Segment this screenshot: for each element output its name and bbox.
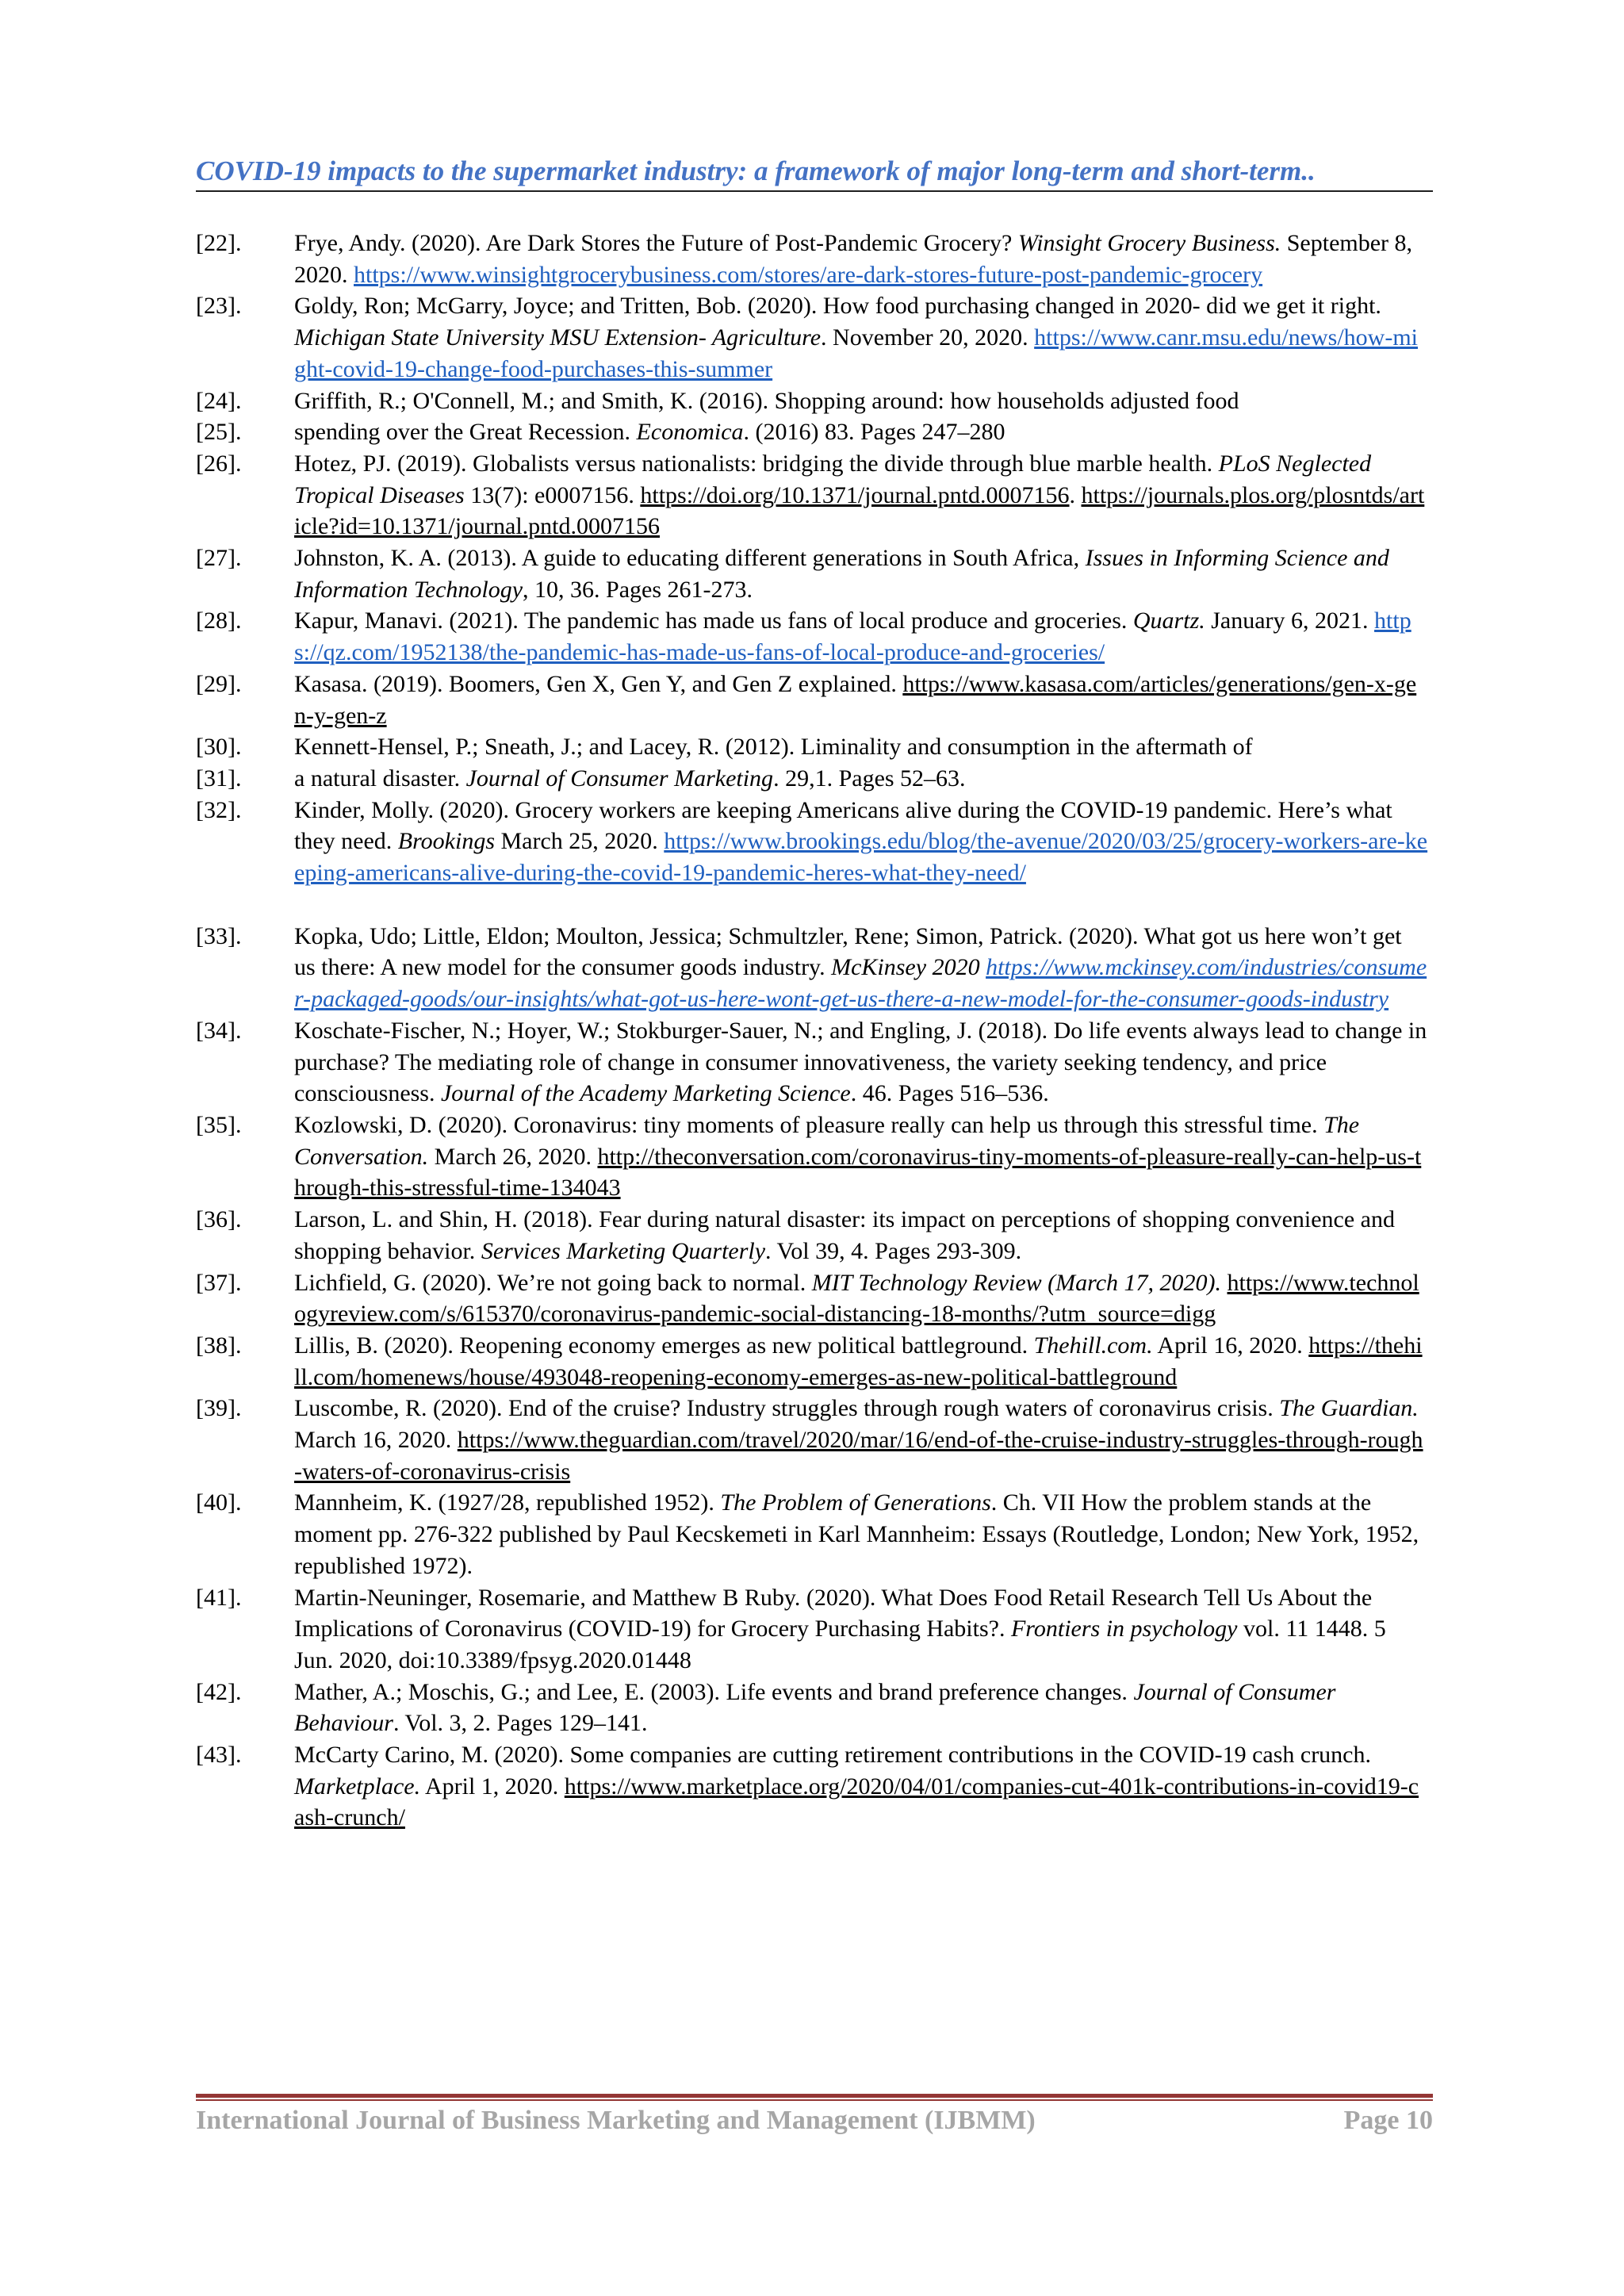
reference-authors-title: Kinder, Molly. (2020). Grocery workers are keeping Americans alive during the COVID-19 pandemic. Here’s what they need. — [294, 796, 1392, 855]
running-title: COVID-19 impacts to the supermarket industry: a framework of major long-term and short-term.. — [196, 155, 1316, 186]
reference-number: [25]. — [196, 419, 242, 446]
reference-source: MIT Technology Review (March 17, 2020). — [811, 1269, 1222, 1296]
reference-item — [196, 542, 1433, 605]
reference-number: [33]. — [196, 922, 242, 949]
reference-number: [24]. — [196, 387, 242, 414]
reference-source: Issues in Informing Science and Information Technology — [294, 545, 1389, 603]
reference-source: Journal of Consumer Marketing — [465, 765, 774, 792]
reference-authors-title: a natural disaster. — [294, 765, 466, 792]
reference-item — [196, 1330, 1433, 1393]
reference-item — [196, 1582, 1433, 1677]
reference-authors-title: Frye, Andy. (2020). Are Dark Stores the Future of Post-Pandemic Grocery? — [294, 230, 1018, 256]
journal-name: International Journal of Business Marketing and Management (IJBMM) — [196, 2106, 1036, 2135]
reference-authors-title: Kapur, Manavi. (2021). The pandemic has made us fans of local produce and groceries. — [294, 608, 1133, 634]
reference-details: . 29,1. Pages 52–63. — [773, 765, 966, 792]
reference-text — [294, 669, 1433, 731]
reference-authors-title: Martin-Neuninger, Rosemarie, and Matthew B Ruby. (2020). What Does Food Retail Research Tell Us About the Implications of Coronavirus (COVID-19) for Grocery Purchasing Habits?. — [294, 1584, 1373, 1642]
reference-number: [23]. — [196, 293, 242, 320]
page-footer — [196, 2106, 1433, 2136]
reference-text — [294, 1267, 1433, 1330]
reference-item — [196, 228, 1433, 290]
reference-separator: . — [1069, 481, 1082, 508]
reference-source: Thehill.com. — [1033, 1332, 1153, 1359]
reference-text — [294, 416, 1433, 448]
reference-authors-title: Johnston, K. A. (2013). A guide to educating different generations in South Africa, — [294, 545, 1086, 572]
reference-source: Marketplace. — [294, 1773, 421, 1800]
reference-details: January 6, 2021. — [1205, 608, 1375, 634]
reference-details — [1221, 1270, 1228, 1296]
reference-text — [294, 1204, 1433, 1267]
reference-text — [294, 1330, 1433, 1393]
reference-text — [294, 1015, 1433, 1110]
reference-number: [35]. — [196, 1111, 242, 1138]
reference-details: March 25, 2020. — [495, 828, 665, 855]
reference-authors-title: Koschate-Fischer, N.; Hoyer, W.; Stokburger-Sauer, N.; and Engling, J. (2018). Do life events always lead to change in purchase? The mediating role of change in consumer innovativeness, the variety seeking tendency, and price consciousness. — [294, 1017, 1427, 1107]
reference-list — [196, 228, 1433, 1834]
reference-source: Quartz. — [1132, 608, 1205, 634]
reference-number: [28]. — [196, 608, 242, 634]
reference-source: The Guardian. — [1279, 1395, 1419, 1422]
reference-text — [294, 1487, 1433, 1581]
reference-item — [196, 416, 1433, 448]
reference-link[interactable]: https://journals.plos.org/plosntds/article?id=10.1371/journal.pntd.0007156 — [294, 481, 1425, 540]
reference-authors-title: Kozlowski, D. (2020). Coronavirus: tiny moments of pleasure really can help us through this stressful time. — [294, 1111, 1324, 1138]
reference-link[interactable]: https://www.theguardian.com/travel/2020/mar/16/end-of-the-cruise-industry-struggles-through-rough-waters-of-coronavirus-crisis — [294, 1427, 1423, 1485]
reference-authors-title: Larson, L. and Shin, H. (2018). Fear during natural disaster: its impact on perceptions of shopping convenience and shopping behavior. — [294, 1206, 1395, 1264]
reference-link[interactable]: https://www.kasasa.com/articles/generations/gen-x-gen-y-gen-z — [294, 670, 1417, 729]
reference-link[interactable]: https://www.winsightgrocerybusiness.com/stores/are-dark-stores-future-post-pandemic-grocery — [354, 261, 1263, 288]
reference-link[interactable]: https://www.marketplace.org/2020/04/01/companies-cut-401k-contributions-in-covid19-cash-crunch/ — [294, 1773, 1419, 1831]
reference-number: [34]. — [196, 1017, 242, 1044]
reference-source: Economica — [636, 419, 744, 446]
reference-link[interactable]: http://theconversation.com/coronavirus-tiny-moments-of-pleasure-really-can-help-us-through-this-stressful-time-134043 — [294, 1143, 1422, 1202]
reference-authors-title: Goldy, Ron; McGarry, Joyce; and Tritten, Bob. (2020). How food purchasing changed in 2020- did we get it right. — [294, 293, 1381, 320]
reference-authors-title: McCarty Carino, M. (2020). Some companies are cutting retirement contributions in the COVID-19 cash crunch. — [294, 1742, 1371, 1769]
reference-link[interactable]: https://thehill.com/homenews/house/493048-reopening-economy-emerges-as-new-political-battleground — [294, 1332, 1423, 1390]
reference-number: [43]. — [196, 1742, 242, 1769]
reference-source: PLoS Neglected Tropical Diseases — [294, 450, 1372, 508]
reference-text — [294, 795, 1433, 889]
reference-item — [196, 763, 1433, 795]
reference-item — [196, 1487, 1433, 1581]
reference-link[interactable]: https://www.technologyreview.com/s/615370/coronavirus-pandemic-social-distancing-18-months/?utm_source=digg — [294, 1269, 1419, 1328]
reference-link[interactable]: https://www.mckinsey.com/industries/consumer-packaged-goods/our-insights/what-got-us-here-wont-get-us-there-a-new-model-for-the-consumer-goods-industry — [294, 954, 1427, 1013]
reference-authors-title: Mannheim, K. (1927/28, republished 1952). — [294, 1489, 721, 1516]
reference-text — [294, 921, 1433, 1015]
reference-details: . 46. Pages 516–536. — [850, 1080, 1049, 1107]
reference-item — [196, 1110, 1433, 1204]
reference-item — [196, 1267, 1433, 1330]
reference-authors-title: Hotez, PJ. (2019). Globalists versus nationalists: bridging the divide through blue marble health. — [294, 450, 1219, 477]
reference-number: [40]. — [196, 1489, 242, 1516]
reference-details: April 16, 2020. — [1152, 1332, 1309, 1359]
reference-text — [294, 1582, 1433, 1677]
footer-rule — [196, 2094, 1433, 2101]
reference-number: [27]. — [196, 545, 242, 572]
reference-text — [294, 1739, 1433, 1834]
reference-text — [294, 1110, 1433, 1204]
reference-details: . Vol 39, 4. Pages 293-309. — [765, 1237, 1022, 1264]
reference-item — [196, 385, 1433, 417]
reference-link[interactable]: https://www.brookings.edu/blog/the-avenue/2020/03/25/grocery-workers-are-keeping-americans-alive-during-the-covid-19-pandemic-heres-what-they-need/ — [294, 828, 1428, 887]
reference-item — [196, 795, 1433, 889]
reference-details: March 26, 2020. — [428, 1143, 598, 1170]
reference-details: 13(7): e0007156. — [464, 481, 641, 508]
page-number: Page 10 — [1343, 2106, 1433, 2135]
reference-source: The Conversation. — [294, 1111, 1360, 1170]
reference-text: Griffith, R.; O'Connell, M.; and Smith, K. (2016). Shopping around: how households adjusted food — [294, 387, 1239, 414]
reference-source: Services Marketing Quarterly — [481, 1237, 766, 1264]
reference-link[interactable]: https://qz.com/1952138/the-pandemic-has-made-us-fans-of-local-produce-and-groceries/ — [294, 608, 1411, 666]
reference-details — [980, 954, 986, 980]
reference-details: , 10, 36. Pages 261-273. — [523, 576, 753, 603]
reference-text — [294, 763, 1433, 795]
reference-number: [36]. — [196, 1206, 242, 1233]
reference-number: [41]. — [196, 1584, 242, 1611]
reference-item — [196, 921, 1433, 1015]
reference-details: April 1, 2020. — [420, 1773, 565, 1800]
reference-source: Journal of Consumer Behaviour — [294, 1678, 1336, 1737]
reference-text — [294, 228, 1433, 290]
reference-item — [196, 605, 1433, 668]
reference-source: Frontiers in psychology — [1010, 1616, 1238, 1642]
reference-number: [30]. — [196, 734, 242, 761]
reference-item — [196, 290, 1433, 385]
reference-item — [196, 448, 1433, 542]
reference-text: Kennett-Hensel, P.; Sneath, J.; and Lacey, R. (2012). Liminality and consumption in the aftermath of — [294, 734, 1253, 761]
reference-item — [196, 1393, 1433, 1487]
reference-item — [196, 1015, 1433, 1110]
reference-details: . Vol. 3, 2. Pages 129–141. — [393, 1710, 648, 1737]
reference-source: Brookings — [397, 828, 495, 855]
reference-number: [42]. — [196, 1678, 242, 1705]
reference-source: Michigan State University MSU Extension- Agriculture — [294, 324, 822, 351]
reference-details: March 16, 2020. — [294, 1427, 458, 1454]
reference-text — [294, 1393, 1433, 1487]
reference-item — [196, 1739, 1433, 1834]
reference-source: Journal of the Academy Marketing Science — [440, 1080, 851, 1107]
reference-source: Winsight Grocery Business. — [1017, 230, 1281, 256]
reference-number: [37]. — [196, 1269, 242, 1296]
reference-authors-title: Lichfield, G. (2020). We’re not going back to normal. — [294, 1269, 812, 1296]
reference-authors-title: Luscombe, R. (2020). End of the cruise? Industry struggles through rough waters of coronavirus crisis. — [294, 1395, 1280, 1422]
reference-details: . (2016) 83. Pages 247–280 — [743, 419, 1005, 446]
reference-item — [196, 1677, 1433, 1739]
reference-details: September 8, 2020. — [294, 230, 1413, 288]
reference-number: [31]. — [196, 765, 242, 792]
reference-text — [294, 605, 1433, 668]
reference-text — [294, 290, 1433, 385]
reference-item — [196, 669, 1433, 731]
reference-details: . Ch. VII How the problem stands at the moment pp. 276-322 published by Paul Kecskemeti in Karl Mannheim: Essays (Routledge, London; New York, 1952, republished 1972). — [294, 1489, 1419, 1579]
header-rule — [196, 190, 1433, 192]
reference-number: [22]. — [196, 230, 242, 256]
reference-authors-title: Kasasa. (2019). Boomers, Gen X, Gen Y, and Gen Z explained. — [294, 670, 903, 697]
reference-authors-title: Lillis, B. (2020). Reopening economy emerges as new political battleground. — [294, 1332, 1034, 1359]
reference-text — [294, 448, 1433, 542]
reference-authors-title: spending over the Great Recession. — [294, 419, 637, 446]
reference-source: The Problem of Generations — [720, 1489, 991, 1516]
reference-text — [294, 1677, 1433, 1739]
reference-authors-title: Mather, A.; Moschis, G.; and Lee, E. (2003). Life events and brand preference changes. — [294, 1678, 1134, 1705]
reference-number: [39]. — [196, 1395, 242, 1422]
reference-authors-title: Kopka, Udo; Little, Eldon; Moulton, Jessica; Schmultzler, Rene; Simon, Patrick. (2020). What got us here won’t get us there: A new model for the consumer goods industry. — [294, 922, 1402, 981]
reference-number: [26]. — [196, 450, 242, 477]
reference-number: [29]. — [196, 670, 242, 697]
reference-item — [196, 1204, 1433, 1267]
reference-details: . November 20, 2020. — [821, 324, 1035, 351]
reference-number: [38]. — [196, 1332, 242, 1359]
reference-link[interactable]: https://www.canr.msu.edu/news/how-might-covid-19-change-food-purchases-this-summer — [294, 324, 1418, 382]
reference-details: vol. 11 1448. 5 Jun. 2020, doi:10.3389/fpsyg.2020.01448 — [294, 1616, 1386, 1673]
reference-doi-link[interactable]: https://doi.org/10.1371/journal.pntd.0007156 — [640, 481, 1070, 508]
reference-source: McKinsey 2020 — [831, 954, 980, 981]
reference-text — [294, 542, 1433, 605]
reference-item — [196, 731, 1433, 763]
reference-number: [32]. — [196, 796, 242, 823]
